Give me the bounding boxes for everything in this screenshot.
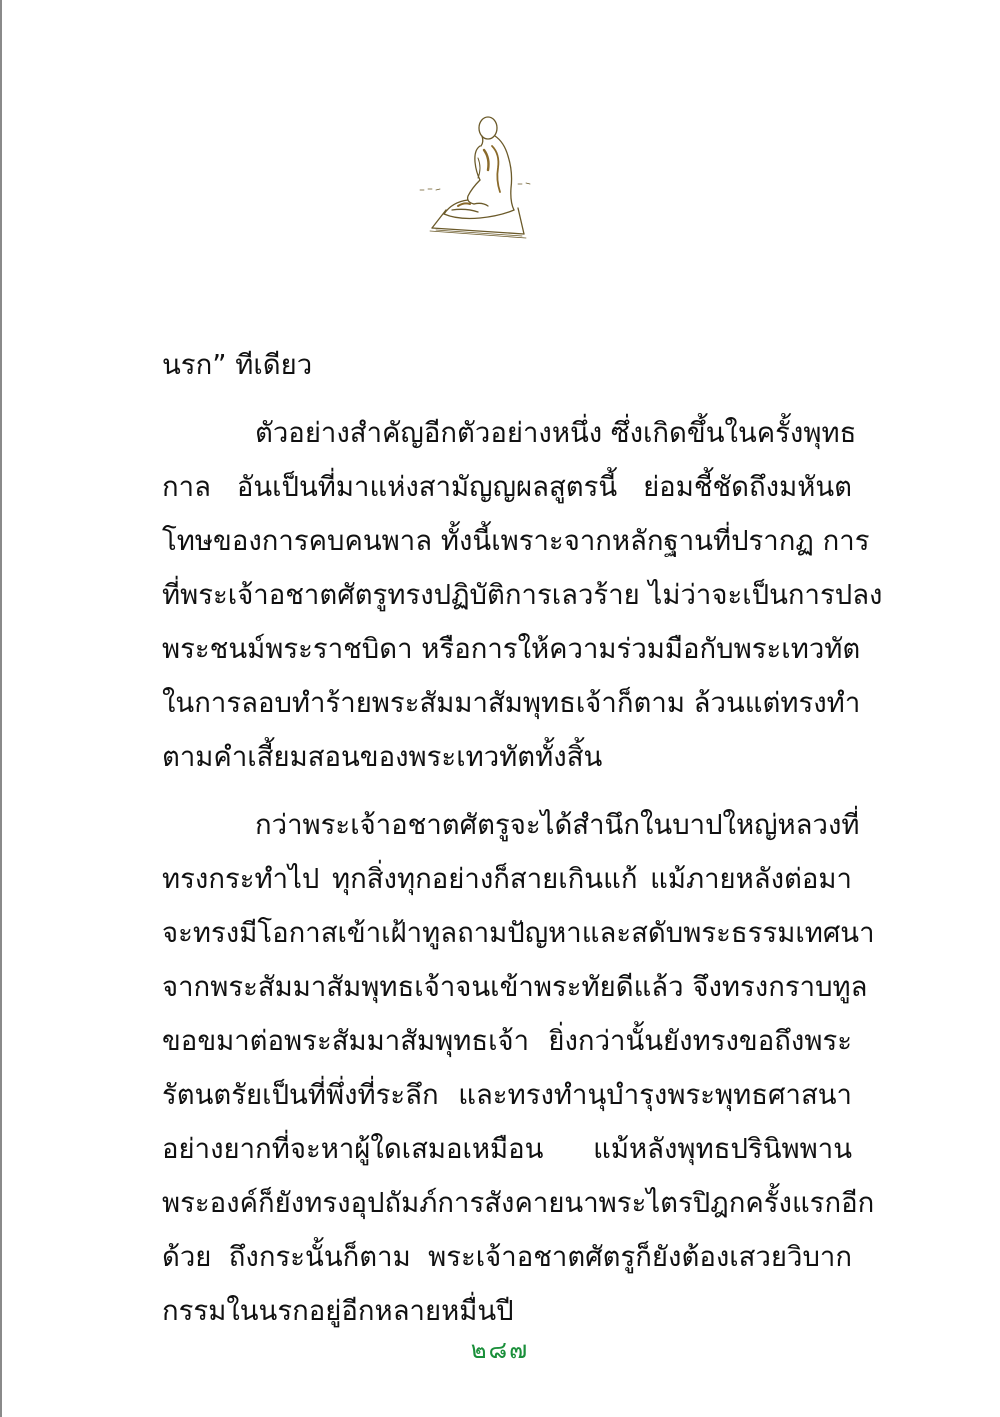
- page-edge: [0, 0, 2, 1417]
- paragraph-line: ขอขมาต่อพระสัมมาสัมพุทธเจ้า ยิ่งกว่านั้นยังทรงขอถึงพระ: [162, 1025, 852, 1057]
- paragraph-line: ทรงกระทำไป ทุกสิ่งทุกอย่างก็สายเกินแก้ แม้ภายหลังต่อมา: [162, 863, 852, 895]
- paragraph-line: จากพระสัมมาสัมพุทธเจ้าจนเข้าพระทัยดีแล้ว จึงทรงกราบทูล: [162, 971, 868, 1003]
- paragraph-line: ด้วย ถึงกระนั้นก็ตาม พระเจ้าอชาตศัตรูก็ยังต้องเสวยวิบาก: [162, 1241, 852, 1273]
- paragraph-line: พระชนม์พระราชบิดา หรือการให้ความร่วมมือกับพระเทวทัต: [162, 633, 861, 665]
- paragraph-line: กว่าพระเจ้าอชาตศัตรูจะได้สำนึกในบาปใหญ่หลวงที่: [255, 809, 860, 841]
- body-text: [162, 338, 883, 1338]
- page-number: ๒๘๗: [470, 1336, 530, 1364]
- paragraph-line: โทษของการคบคนพาล ทั้งนี้เพราะจากหลักฐานที่ปรากฏ การ: [162, 525, 870, 557]
- meditating-monk-illustration: [418, 110, 546, 242]
- opening-line: นรก” ทีเดียว: [162, 349, 313, 381]
- paragraph-line: ตามคำเสี้ยมสอนของพระเทวทัตทั้งสิ้น: [162, 741, 603, 773]
- paragraph-line: ตัวอย่างสำคัญอีกตัวอย่างหนึ่ง ซึ่งเกิดขึ้นในครั้งพุทธ: [255, 417, 857, 449]
- paragraph-line: รัตนตรัยเป็นที่พึ่งที่ระลึก และทรงทำนุบำรุงพระพุทธศาสนา: [162, 1079, 852, 1111]
- paragraph-line: กรรมในนรกอยู่อีกหลายหมื่นปี: [162, 1295, 514, 1327]
- paragraph-line: ในการลอบทำร้ายพระสัมมาสัมพุทธเจ้าก็ตาม ล้วนแต่ทรงทำ: [162, 687, 861, 719]
- paragraph-line: ที่พระเจ้าอชาตศัตรูทรงปฏิบัติการเลวร้าย ไม่ว่าจะเป็นการปลง: [162, 579, 883, 611]
- paragraph-2: [162, 798, 875, 1338]
- paragraph-1: [162, 406, 883, 784]
- paragraph-line: จะทรงมีโอกาสเข้าเฝ้าทูลถามปัญหาและสดับพระธรรมเทศนา: [162, 917, 875, 949]
- paragraph-line: พระองค์ก็ยังทรงอุปถัมภ์การสังคายนาพระไตรปิฎกครั้งแรกอีก: [162, 1187, 875, 1219]
- paragraph-line: อย่างยากที่จะหาผู้ใดเสมอเหมือน แม้หลังพุทธปรินิพพาน: [162, 1133, 852, 1165]
- paragraph-line: กาล อันเป็นที่มาแห่งสามัญญผลสูตรนี้ ย่อมชี้ชัดถึงมหันต: [162, 471, 852, 503]
